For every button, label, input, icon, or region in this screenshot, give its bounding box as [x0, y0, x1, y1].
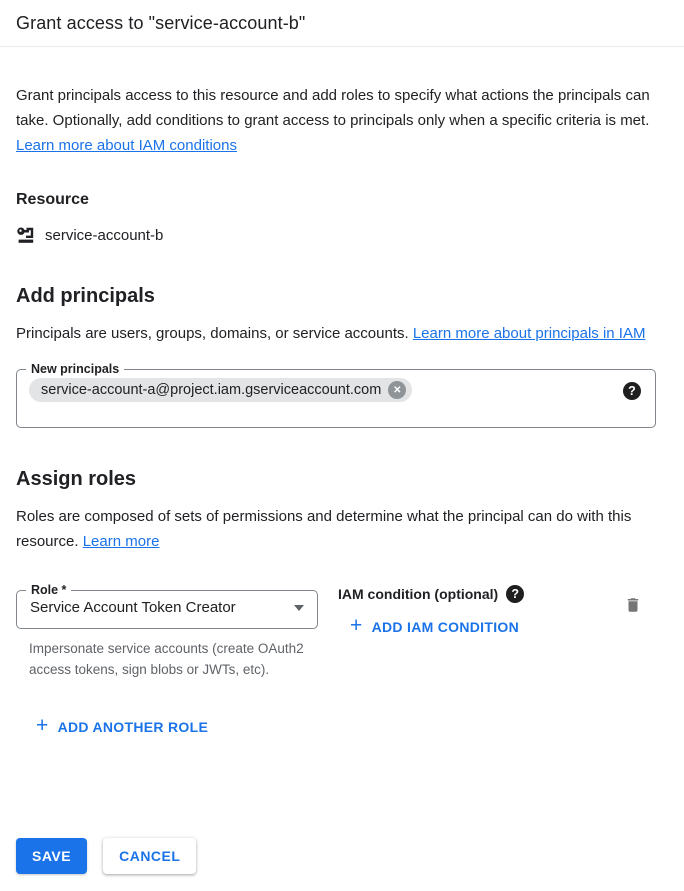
resource-name: service-account-b — [45, 226, 164, 244]
add-iam-condition-label: ADD IAM CONDITION — [371, 618, 520, 635]
role-select[interactable] — [16, 583, 318, 629]
learn-more-principals-link[interactable]: Learn more about principals in IAM — [412, 325, 646, 342]
principal-chip — [29, 378, 412, 402]
save-button[interactable]: SAVE — [16, 838, 87, 874]
role-select-value: Service Account Token Creator — [30, 599, 236, 616]
intro-text: Grant principals access to this resource and add roles to specify what actions the principals can take. Optionally, add conditions to grant access to principals only when a specific criteria is met. — [16, 87, 650, 129]
assign-roles-heading: Assign roles — [16, 468, 137, 490]
resource-heading: Resource — [16, 191, 89, 208]
roles-description-text: Roles are composed of sets of permissions and determine what the principal can do with this resource. — [16, 508, 632, 550]
assign-roles-description — [16, 504, 668, 554]
learn-more-roles-link[interactable]: Learn more — [82, 533, 160, 550]
principal-chip-label: service-account-a@project.iam.gserviceaccount.com — [41, 382, 382, 398]
dialog-header — [0, 0, 684, 47]
new-principals-input-area[interactable] — [17, 376, 655, 418]
dialog-title: Grant access to "service-account-b" — [16, 13, 306, 33]
iam-condition-label: IAM condition (optional) — [338, 586, 499, 602]
add-principals-heading: Add principals — [16, 285, 155, 307]
plus-icon: + — [350, 614, 363, 637]
cancel-button[interactable]: CANCEL — [103, 838, 196, 874]
trash-icon — [624, 603, 642, 618]
intro-paragraph — [16, 83, 668, 158]
iam-condition-label-row — [338, 585, 524, 603]
principals-description-text: Principals are users, groups, domains, or service accounts. — [16, 325, 413, 342]
role-select-label: Role * — [31, 583, 67, 597]
delete-role-column — [624, 595, 642, 620]
new-principals-field[interactable] — [16, 362, 656, 428]
dialog-body — [0, 83, 684, 738]
chip-remove-icon[interactable]: ✕ — [388, 381, 406, 399]
dialog-footer — [16, 838, 196, 874]
role-binding-row — [16, 583, 668, 680]
principals-help-icon[interactable]: ? — [623, 382, 641, 400]
add-principals-description — [16, 321, 668, 346]
iam-condition-column — [338, 583, 524, 638]
role-column — [16, 583, 318, 680]
role-select-value-row[interactable] — [17, 597, 317, 628]
learn-more-iam-conditions-link[interactable]: Learn more about IAM conditions — [16, 137, 237, 154]
delete-role-button[interactable] — [624, 595, 642, 615]
resource-row — [16, 225, 668, 245]
add-iam-condition-button[interactable] — [350, 616, 519, 637]
dropdown-arrow-icon — [294, 605, 304, 611]
service-account-icon — [16, 225, 36, 245]
role-helper-text: Impersonate service accounts (create OAuth2 access tokens, sign blobs or JWTs, etc). — [29, 641, 304, 677]
plus-icon: + — [36, 714, 49, 737]
iam-condition-help-icon[interactable]: ? — [506, 585, 524, 603]
new-principals-label: New principals — [31, 362, 120, 376]
add-another-role-label: ADD ANOTHER ROLE — [57, 718, 209, 735]
add-another-role-button[interactable] — [36, 716, 208, 737]
